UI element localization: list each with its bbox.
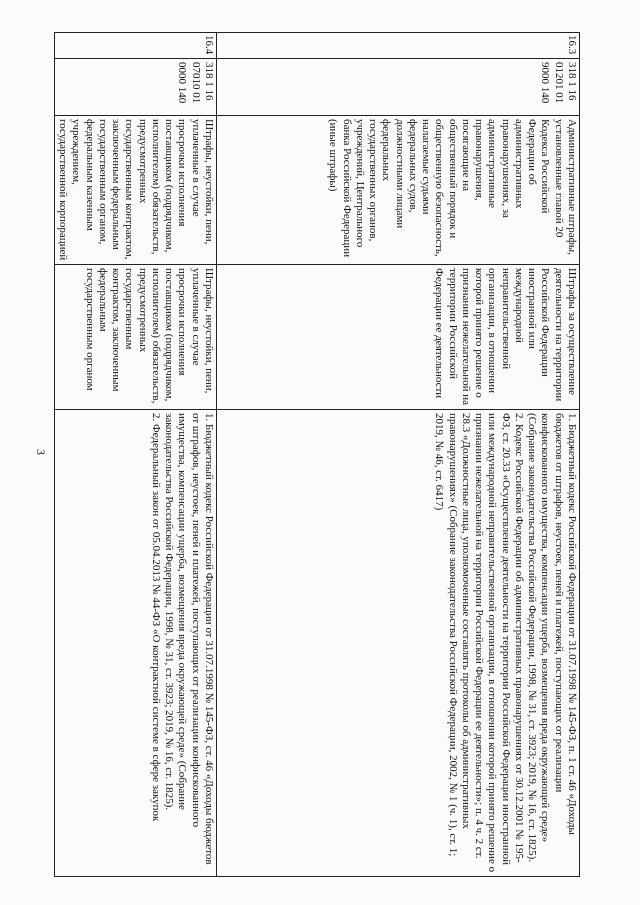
table-row xyxy=(217,33,580,877)
page-number: 3 xyxy=(34,449,48,455)
revenue-source: Штрафы за осуществление деятельности на территории Российской Федерации иностранной или международной неправительственной организации, в отношении которой принято решение о признании нежелательной на территории Российской Федерации ее деятельности xyxy=(217,265,580,410)
row-number: 16.3 xyxy=(217,33,580,59)
rotated-table-container xyxy=(57,32,580,873)
budget-classification-code: 318 1 16 01201 01 9000 140 xyxy=(217,59,580,116)
budget-classification-code: 318 1 16 07010 01 0000 140 xyxy=(55,59,217,116)
legal-basis: 1. Бюджетный кодекс Российской Федерации от 31.07.1998 № 145-ФЗ, ст. 46 «Доходы бюджетов от штрафов, неустоек, пеней и платежей, поступающих от реализации конфискованного имущества, компенсации ущерба, возмещения вреда окружающей среде» (Собрание законодательства Российской Федерации, 1998, № 31, ст. 3923; 2019, № 16, ст. 1825). 2. Федеральный закон от 05.04.2013 № 44-ФЗ «О контрактной системе в сфере закупок xyxy=(55,410,217,877)
revenue-table xyxy=(54,32,580,877)
revenue-name: Штрафы, неустойки, пени, уплаченные в случае просрочки исполнения поставщиком (подрядчиком, исполнителем) обязательств, предусмотренных государственным контрактом, заключенным федеральным государственным органом, федеральным казенным учреждением, государственной корпорацией xyxy=(55,116,217,265)
row-number: 16.4 xyxy=(55,33,217,59)
table-row xyxy=(55,33,217,877)
legal-basis: 1. Бюджетный кодекс Российской Федерации от 31.07.1998 № 145-ФЗ, п. 1 ст. 46 «Доходы бюджетов от штрафов, неустоек, пеней и платежей, поступающих от реализации конфискованного имущества, компенсации ущерба, возмещения вреда окружающей среде» (Собрание законодательства Российской Федерации, 1998, № 31, ст. 3923; 2019, № 16, ст. 1825). 2. Кодекс Российской Федерации об административных правонарушениях от 30.12.2001 № 195-ФЗ, ст. 20.33 «Осуществление деятельности на территории Российской Федерации иностранной или международной неправительственной организации, в отношении которой принято решение о признании нежелательной на территории Российской Федерации ее деятельности»; п. 4 ч. 2 ст. 28.3 «Должностные лица, уполномоченные составлять протоколы об административных правонарушениях» (Собрание законодательства Российской Федерации, 2002, № 1 (ч. 1), ст. 1; 2019, № 46, ст. 6417) xyxy=(217,410,580,877)
revenue-source: Штрафы, неустойки, пени, уплаченные в случае просрочки исполнения поставщиком (подрядчиком, исполнителем) обязательств, предусмотренных государственным контрактом, заключенным федеральным государственным органом xyxy=(55,265,217,410)
revenue-name: Административные штрафы, установленные главой 20 Кодекса Российской Федерации об административных правонарушениях, за административные правонарушения, посягающие на общественный порядок и общественную безопасность, налагаемые судьями федеральных судов, должностными лицами федеральных государственных органов, учреждений, Центрального банка Российской Федерации (иные штрафы) xyxy=(217,116,580,265)
